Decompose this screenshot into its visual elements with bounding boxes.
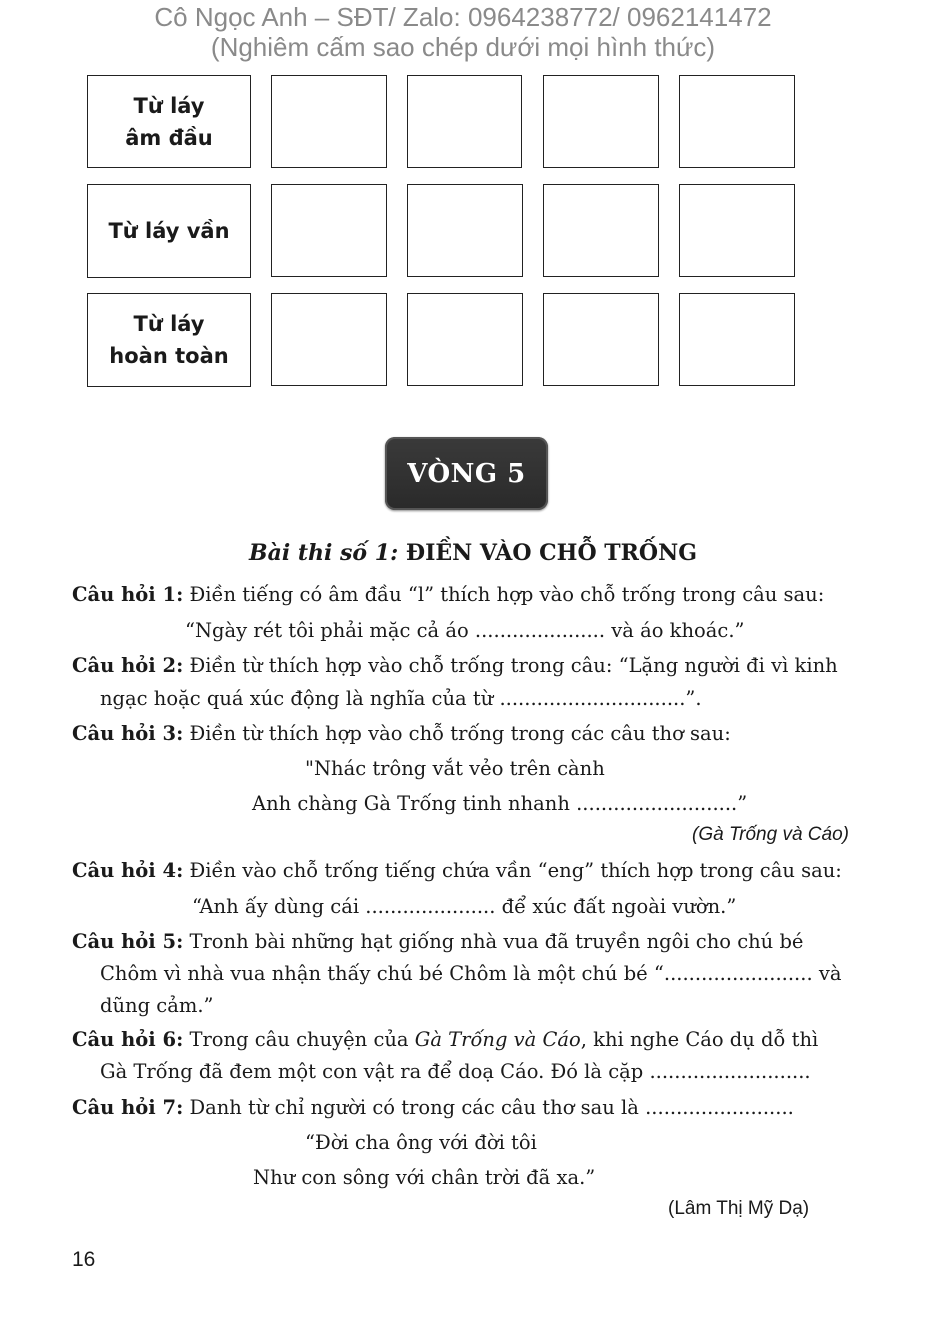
watermark-line-1: Cô Ngọc Anh – SĐT/ Zalo: 0964238772/ 0962141472 [154,2,772,32]
row-label-hoan-toan [87,293,251,387]
question-6 [72,1027,818,1053]
question-3-source: (Gà Trống và Cáo) [692,824,849,845]
question-text: Điền từ thích hợp vào chỗ trống trong các câu thơ sau: [183,722,731,745]
question-text: Điền từ thích hợp vào chỗ trống trong câu: “Lặng người đi vì kinh [183,654,838,677]
story-title: Gà Trống và Cáo [414,1028,581,1051]
answer-box[interactable] [543,75,659,168]
question-3-poem-line-2: Anh chàng Gà Trống tinh nhanh ..........................” [252,792,748,815]
row-label-line: âm đầu [125,125,213,150]
question-4 [72,858,842,884]
answer-box[interactable] [407,75,522,168]
row-label-line: Từ láy [133,93,205,118]
answer-box[interactable] [679,184,795,277]
question-7 [72,1095,794,1121]
answer-box[interactable] [271,184,387,277]
question-text: Trong câu chuyện của [183,1028,415,1051]
question-text: Điền vào chỗ trống tiếng chứa vần “eng” thích hợp trong câu sau: [183,859,842,882]
page-number: 16 [72,1248,96,1271]
question-text: Điền tiếng có âm đầu “l” thích hợp vào chỗ trống trong câu sau: [183,583,825,606]
question-text: Tronh bài những hạt giống nhà vua đã truyền ngôi cho chú bé [183,930,804,953]
answer-box[interactable] [271,75,387,168]
exam-title-number: Bài thi số 1: [249,540,399,566]
question-text: , khi nghe Cáo dụ dỗ thì [580,1028,819,1051]
question-7-poem-line-1: “Đời cha ông với đời tôi [305,1131,537,1154]
question-7-source: (Lâm Thị Mỹ Dạ) [668,1198,810,1219]
question-7-poem-line-2: Như con sông với chân trời đã xa.” [253,1166,596,1189]
row-label-van [87,184,251,278]
question-label: Câu hỏi 6: [72,1028,184,1051]
exam-title [0,540,936,566]
answer-box[interactable] [543,293,659,386]
question-3-poem-line-1: "Nhác trông vắt vẻo trên cành [305,757,605,780]
question-text: Danh từ chỉ người có trong các câu thơ sau là ........................ [183,1096,794,1119]
watermark-line-2: (Nghiêm cấm sao chép dưới mọi hình thức) [210,32,716,62]
row-label-am-dau [87,75,251,168]
question-5-continued-2: dũng cảm.” [100,994,214,1017]
exam-title-text: ĐIỀN VÀO CHỖ TRỐNG [398,540,697,566]
row-label-line: Từ láy vần [108,219,230,243]
answer-box[interactable] [543,184,659,277]
answer-box[interactable] [679,75,795,168]
question-5 [72,929,803,955]
question-2 [72,653,838,679]
answer-box[interactable] [271,293,387,386]
answer-box[interactable] [407,184,523,277]
question-2-continued: ngạc hoặc quá xúc động là nghĩa của từ ..............................”. [100,687,702,710]
question-label: Câu hỏi 3: [72,722,184,745]
row-label-line: Từ láy [133,312,205,336]
question-label: Câu hỏi 1: [72,583,184,606]
row-label-line: hoàn toàn [109,344,229,368]
answer-box[interactable] [679,293,795,386]
question-label: Câu hỏi 4: [72,859,184,882]
question-label: Câu hỏi 5: [72,930,184,953]
question-1-quote: “Ngày rét tôi phải mặc cả áo ..................... và áo khoác.” [185,619,745,642]
question-label: Câu hỏi 7: [72,1096,184,1119]
answer-box[interactable] [407,293,523,386]
question-4-quote: “Anh ấy dùng cái ..................... để xúc đất ngoài vườn.” [192,895,737,918]
question-label: Câu hỏi 2: [72,654,184,677]
question-3 [72,721,731,747]
question-1 [72,582,824,608]
question-5-continued-1: Chôm vì nhà vua nhận thấy chú bé Chôm là một chú bé “........................ và [100,962,842,985]
round-badge: VÒNG 5 [385,437,548,510]
question-6-continued: Gà Trống đã đem một con vật ra để doạ Cáo. Đó là cặp .......................... [100,1060,811,1083]
